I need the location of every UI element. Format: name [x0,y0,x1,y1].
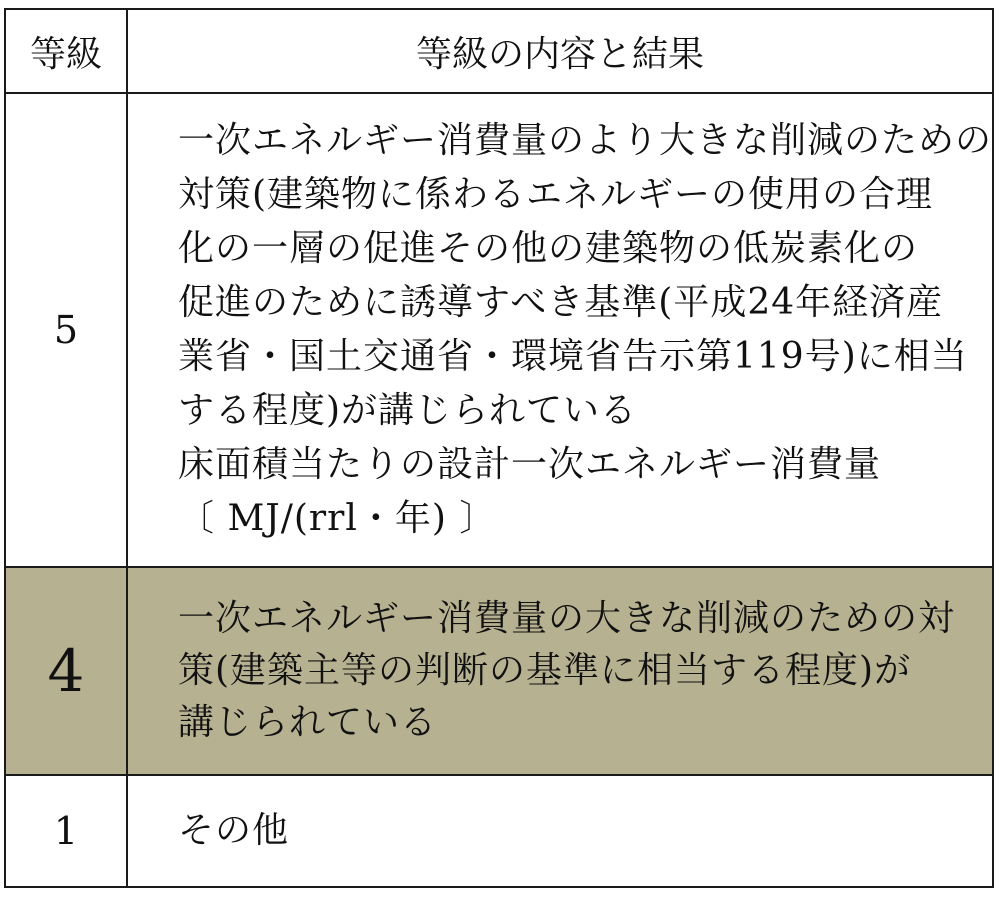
description-line: 業省・国土交通省・環境省告示第119号)に相当 [178,336,968,377]
description-line: 化の一層の促進その他の建築物の低炭素化の [178,228,919,269]
description-line: 促進のために誘導すべき基準(平成24年経済産 [178,282,944,323]
description-line: 講じられている [178,702,438,743]
grade-description [127,567,993,775]
description-line: する程度)が講じられている [178,390,638,431]
description-line: 床面積当たりの設計一次エネルギー消費量 [178,444,882,485]
description-line: 一次エネルギー消費量の大きな削減のための対 [178,598,956,639]
header-content: 等級の内容と結果 [127,9,993,93]
grade-table [4,8,994,888]
grade-value: 5 [5,93,127,567]
grade-description [127,775,993,887]
header-grade: 等級 [5,9,127,93]
description-line: 対策(建築物に係わるエネルギーの使用の合理 [178,174,934,215]
grade-value: 1 [5,775,127,887]
grade-value: 4 [5,567,127,775]
description-line: 策(建築主等の判断の基準に相当する程度)が [178,650,912,691]
table-row-grade-5 [5,93,993,567]
description-line: 一次エネルギー消費量のより大きな削減のための [178,120,993,161]
table-row-grade-4 [5,567,993,775]
header-row [5,9,993,93]
unit-line: 〔 MJ/(rrl・年) 〕 [178,498,497,539]
grade-description [127,93,993,567]
description-line: その他 [178,810,290,851]
table-row-grade-1 [5,775,993,887]
